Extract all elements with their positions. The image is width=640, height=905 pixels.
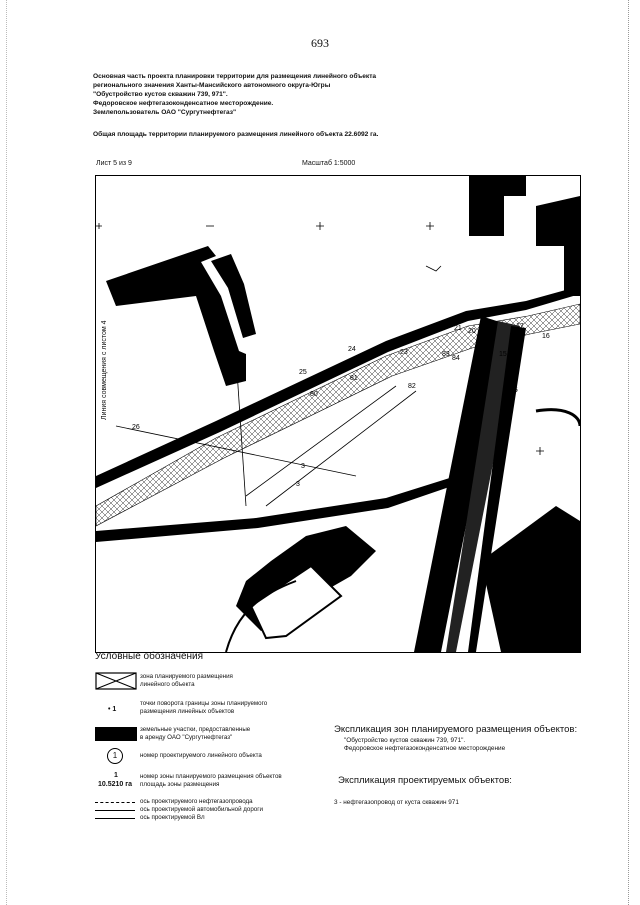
point-label: 16 [542,333,550,340]
legend-zone-number-text: номер зоны планируемого размещения объектов [140,773,282,780]
explication-zones-line: Федоровское нефтегазоконденсатное месторождение [344,745,506,752]
legend-zone-area-sample: 10.5210 га [98,781,133,788]
legend-zone-area-text: площадь зоны размещения [140,781,220,788]
point-label: 80 [310,391,318,398]
parcel-upper-left [106,246,256,386]
legend-vl-axis-line [95,818,135,819]
header-line: Землепользователь ОАО "Сургутнефтегаз" [93,109,237,116]
legend-road-axis-line [95,810,135,811]
legend-road-axis-text: ось проектируемой автомобильной дороги [140,806,263,813]
legend-point-number: 1 [112,706,117,713]
page-number: 693 [311,36,329,50]
point-label: 23 [400,349,408,356]
header-line: Основная часть проекта планировки территории для размещения линейного объекта [93,73,377,80]
legend-points-text: точки поворота границы зоны планируемого размещения линейных объектов [140,700,268,715]
sheet-join-line-label: Линия совмещения с листом 4 [101,320,108,420]
sheet-label: Лист 5 из 9 [96,160,132,167]
legend-oil-axis-text: ось проектируемого нефтегазопровода [140,798,253,805]
document-header [93,72,513,117]
point-label: 17 [516,323,524,330]
explication-objects-title: Экспликация проектируемых объектов: [338,775,512,786]
legend-parcel-swatch [95,727,137,741]
line-label: 3 [296,481,300,488]
point-label: 26 [132,424,140,431]
legend-object-number-text: номер проектируемого линейного объекта [140,752,262,759]
point-label: 83 [442,351,450,358]
header-line: Федоровское нефтегазоконденсатное месторождение. [93,100,274,107]
legend-zone-text: зона планируемого размещения линейного объекта [140,673,233,688]
scan-edge-left [6,0,7,905]
explication-objects-item: 3 - нефтегазопровод от куста скважин 971 [334,799,459,806]
point-label: 81 [350,375,358,382]
scale-label: Масштаб 1:5000 [302,160,356,167]
legend-oil-axis-line [95,802,135,803]
road-right [536,410,580,426]
header-line: "Обустройство кустов скважин 739, 971". [93,91,228,98]
explication-zones-title: Экспликация зон планируемого размещения объектов: [334,724,578,735]
parcel-bottom-right [481,506,580,652]
point-label: 15 [499,351,507,358]
explication-zones-line: "Обустройство кустов скважин 739, 971". [344,737,466,744]
point-label: 85 [510,387,518,394]
point-label: 21 [454,325,462,332]
point-label: 82 [408,383,416,390]
legend-point-dot-icon: • [108,706,111,713]
legend-zone-swatch [95,672,137,692]
point-label: 24 [348,346,356,353]
legend-zone-number-sample: 1 [114,772,118,779]
scan-edge-right [628,0,629,905]
point-label: 84 [452,355,460,362]
plan-map-drawing [96,176,580,652]
parcels-top-right [469,176,580,296]
legend-point-sample [108,706,116,713]
point-label: 20 [468,328,476,335]
legend-title: Условные обозначения [95,651,204,662]
header-line: регионального значения Ханты-Мансийского автономного округа-Югры [93,82,331,89]
point-label: 25 [299,369,307,376]
point-label: 22 [438,323,446,330]
plan-map [95,175,581,653]
line-label: 3 [301,463,305,470]
legend-object-number-circle: 1 [107,748,123,764]
legend-vl-axis-text: ось проектируемой Вл [140,814,205,821]
total-area: Общая площадь территории планируемого размещения линейного объекта 22.6092 га. [93,131,379,138]
legend-parcels-text: земельные участки, предоставленные в аренду ОАО "Сургутнефтегаз" [140,726,251,741]
point-label: 19 [482,337,490,344]
